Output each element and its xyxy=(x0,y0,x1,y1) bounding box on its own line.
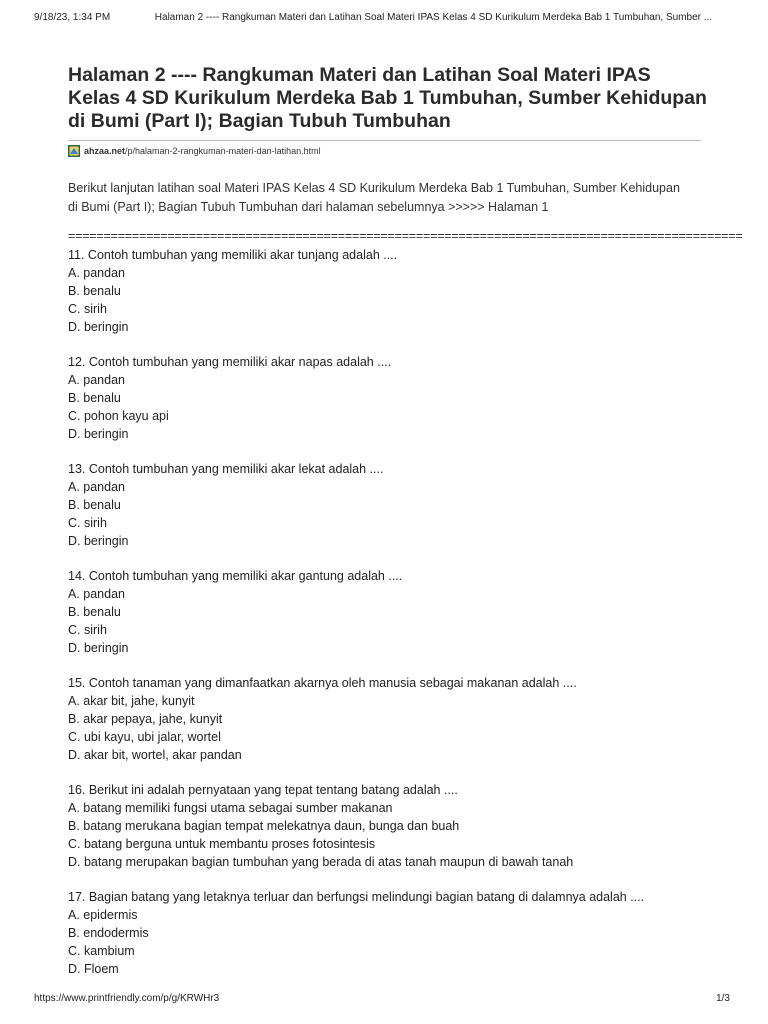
intro-paragraph: Berikut lanjutan latihan soal Materi IPAS Kelas 4 SD Kurikulum Merdeka Bab 1 Tumbuhan, Sumber Kehidupan di Bumi (Part I); Bagian Tubuh Tumbuhan dari halaman sebelumnya >>>>> Halaman 1 xyxy=(68,181,680,214)
option: D. beringin xyxy=(68,640,129,655)
option: A. epidermis xyxy=(68,907,138,922)
question-14 xyxy=(68,567,768,657)
option: D. beringin xyxy=(68,533,129,548)
question-17 xyxy=(68,888,768,978)
question-list xyxy=(68,246,768,978)
source-domain: ahzaa.net xyxy=(84,146,126,156)
print-page-title: Halaman 2 ---- Rangkuman Materi dan Latihan Soal Materi IPAS Kelas 4 SD Kurikulum Merdeka Bab 1 Tumbuhan, Sumber ... xyxy=(154,12,713,23)
question-text: 15. Contoh tanaman yang dimanfaatkan akarnya oleh manusia sebagai makanan adalah .... xyxy=(68,675,577,690)
option: B. benalu xyxy=(68,283,121,298)
source-link[interactable] xyxy=(84,146,321,156)
question-text: 11. Contoh tumbuhan yang memiliki akar tunjang adalah .... xyxy=(68,247,398,262)
option: B. endodermis xyxy=(68,925,149,940)
article-title: Halaman 2 ---- Rangkuman Materi dan Latihan Soal Materi IPAS Kelas 4 SD Kurikulum Merdeka Bab 1 Tumbuhan, Sumber Kehidupan di Bumi (Part I); Bagian Tubuh Tumbuhan xyxy=(68,64,707,132)
question-text: 13. Contoh tumbuhan yang memiliki akar lekat adalah .... xyxy=(68,461,384,476)
option: C. batang berguna untuk membantu proses fotosintesis xyxy=(68,836,376,851)
option: C. ubi kayu, ubi jalar, wortel xyxy=(68,729,221,744)
source-path: /p/halaman-2-rangkuman-materi-dan-latihan.html xyxy=(125,146,321,156)
page-number: 1/3 xyxy=(716,993,730,1004)
option: C. sirih xyxy=(68,301,107,316)
option: D. beringin xyxy=(68,319,129,334)
question-text: 16. Berikut ini adalah pernyataan yang tepat tentang batang adalah .... xyxy=(68,782,458,797)
site-favicon-icon xyxy=(68,145,80,157)
option: B. batang merukana bagian tempat melekatnya daun, bunga dan buah xyxy=(68,818,460,833)
option: C. pohon kayu api xyxy=(68,408,169,423)
option: D. batang merupakan bagian tumbuhan yang berada di atas tanah maupun di bawah tanah xyxy=(68,854,574,869)
question-16 xyxy=(68,781,768,871)
question-12 xyxy=(68,353,768,443)
option: C. kambium xyxy=(68,943,135,958)
option: B. akar pepaya, jahe, kunyit xyxy=(68,711,223,726)
option: A. pandan xyxy=(68,372,125,387)
question-15 xyxy=(68,674,768,764)
print-url: https://www.printfriendly.com/p/g/KRWHr3 xyxy=(34,993,220,1004)
print-footer xyxy=(34,993,730,1004)
separator-line: =============================================================================================== xyxy=(68,229,743,243)
option: A. pandan xyxy=(68,265,125,280)
question-13 xyxy=(68,460,768,550)
question-text: 14. Contoh tumbuhan yang memiliki akar gantung adalah .... xyxy=(68,568,403,583)
source-line xyxy=(68,140,701,157)
option: D. beringin xyxy=(68,426,129,441)
article xyxy=(68,64,768,995)
option: A. pandan xyxy=(68,479,125,494)
option: C. sirih xyxy=(68,515,107,530)
option: C. sirih xyxy=(68,622,107,637)
option: A. batang memiliki fungsi utama sebagai sumber makanan xyxy=(68,800,393,815)
print-datetime: 9/18/23, 1:34 PM xyxy=(34,12,111,23)
option: B. benalu xyxy=(68,390,121,405)
option: A. pandan xyxy=(68,586,125,601)
option: B. benalu xyxy=(68,604,121,619)
question-text: 12. Contoh tumbuhan yang memiliki akar napas adalah .... xyxy=(68,354,392,369)
question-11 xyxy=(68,246,768,336)
print-header xyxy=(34,12,738,23)
option: B. benalu xyxy=(68,497,121,512)
option: D. Floem xyxy=(68,961,119,976)
option: D. akar bit, wortel, akar pandan xyxy=(68,747,242,762)
option: A. akar bit, jahe, kunyit xyxy=(68,693,195,708)
question-text: 17. Bagian batang yang letaknya terluar dan berfungsi melindungi bagian batang di dalamnya adalah .... xyxy=(68,889,645,904)
